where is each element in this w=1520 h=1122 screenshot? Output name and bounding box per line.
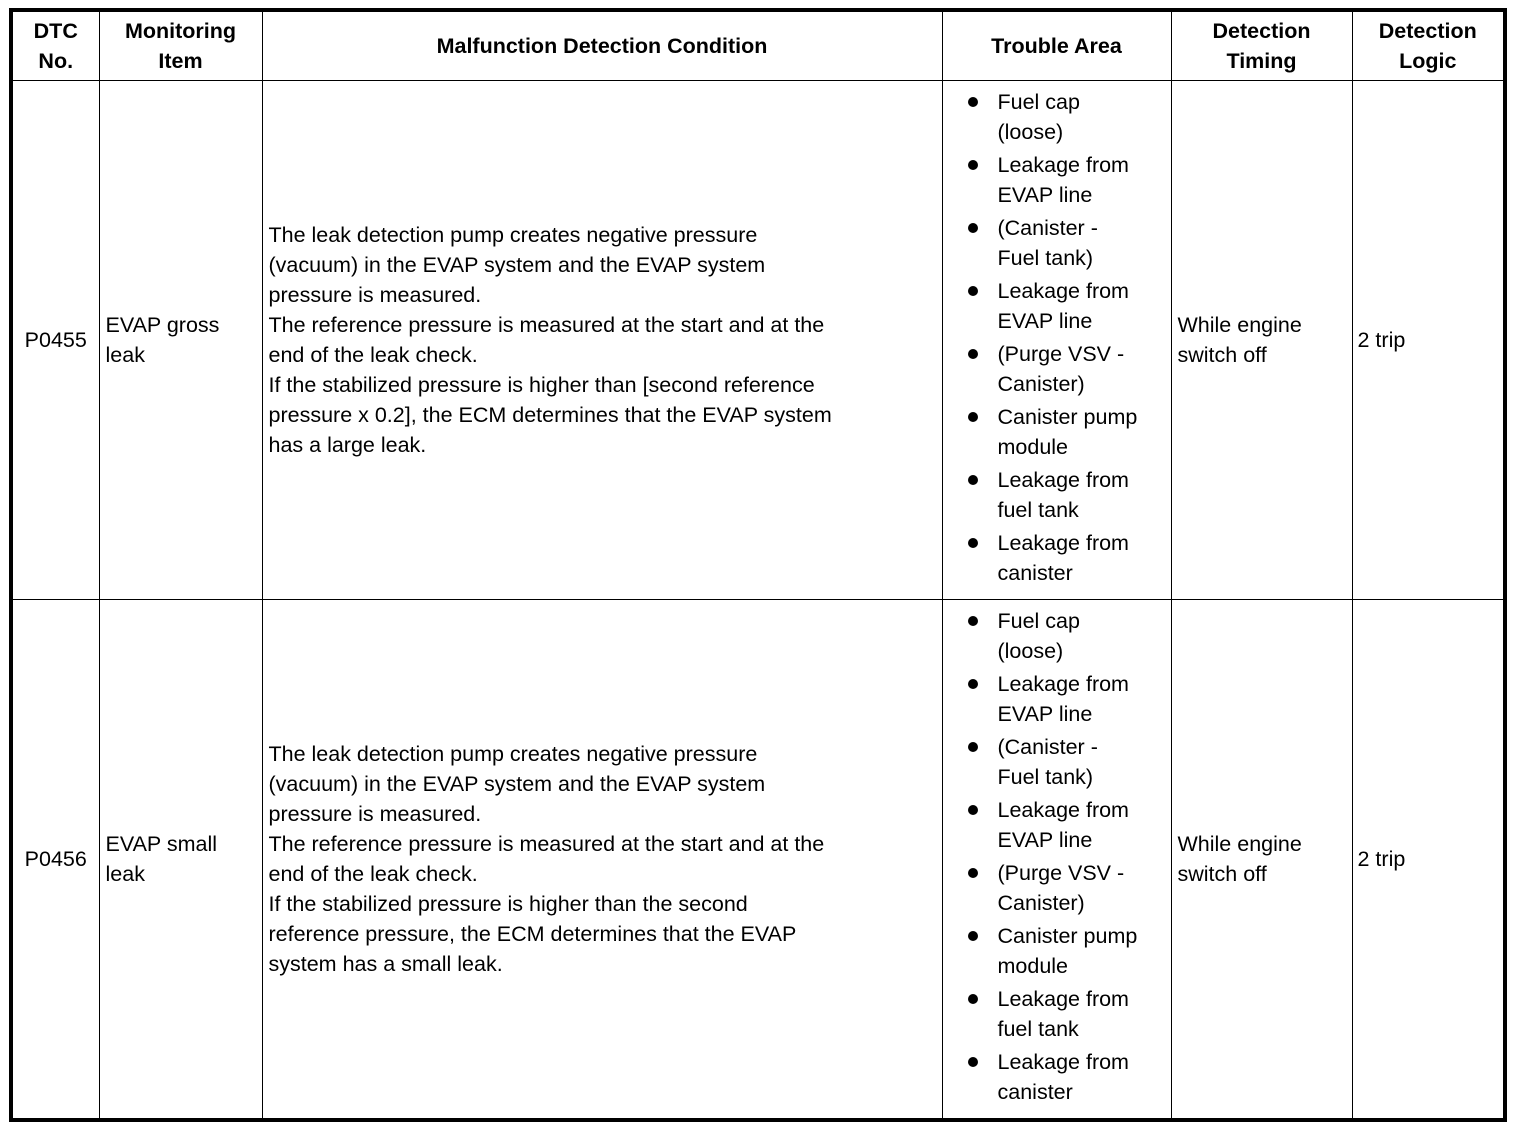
trouble-area-item (943, 669, 1167, 729)
trouble-area-cell (942, 80, 1171, 599)
trouble-area-text: EVAP line (997, 701, 1093, 726)
table-header (11, 10, 1505, 80)
trouble-area-text: (Canister - (997, 215, 1098, 240)
trouble-area-item (943, 465, 1167, 525)
trouble-area-text: EVAP line (997, 827, 1093, 852)
trouble-area-item (943, 984, 1167, 1044)
trouble-area-text: Canister pump (997, 404, 1138, 429)
trouble-area-item (943, 402, 1167, 462)
condition-line: The leak detection pump creates negative pressure (268, 222, 758, 247)
trouble-area-text: fuel tank (997, 497, 1079, 522)
trouble-area-text: Fuel tank) (997, 245, 1094, 270)
trouble-area-list (943, 87, 1167, 588)
trouble-area-cell (942, 599, 1171, 1120)
condition-line: pressure is measured. (268, 282, 482, 307)
detection-logic-cell: 2 trip (1352, 80, 1505, 599)
trouble-area-item (943, 276, 1167, 336)
header-trouble-area: Trouble Area (942, 10, 1171, 80)
dtc-number-cell: P0455 (11, 80, 99, 599)
monitoring-item-cell: EVAP gross leak (99, 80, 262, 599)
condition-line: (vacuum) in the EVAP system and the EVAP system (268, 771, 766, 796)
trouble-area-list (943, 606, 1167, 1107)
trouble-area-text: EVAP line (997, 308, 1093, 333)
header-detection-logic: Detection Logic (1352, 10, 1505, 80)
condition-line: The reference pressure is measured at the start and at the (268, 831, 825, 856)
condition-line: If the stabilized pressure is higher than [second reference (268, 372, 815, 397)
trouble-area-text: (Purge VSV - (997, 341, 1125, 366)
header-detection-timing: Detection Timing (1171, 10, 1352, 80)
trouble-area-text: Leakage from (997, 467, 1129, 492)
detection-timing-cell: While engine switch off (1171, 80, 1352, 599)
condition-line: system has a small leak. (268, 951, 503, 976)
header-monitoring-item: Monitoring Item (99, 10, 262, 80)
trouble-area-text: Leakage from (997, 1049, 1129, 1074)
trouble-area-text: module (997, 434, 1069, 459)
trouble-area-text: (Purge VSV - (997, 860, 1125, 885)
trouble-area-item (943, 87, 1167, 147)
trouble-area-item (943, 213, 1167, 273)
trouble-area-text: Leakage from (997, 986, 1129, 1011)
condition-line: has a large leak. (268, 432, 427, 457)
trouble-area-item (943, 795, 1167, 855)
header-condition: Malfunction Detection Condition (262, 10, 942, 80)
trouble-area-item (943, 1047, 1167, 1107)
trouble-area-text: fuel tank (997, 1016, 1079, 1041)
trouble-area-text: canister (997, 560, 1073, 585)
trouble-area-text: Fuel tank) (997, 764, 1094, 789)
header-dtc-no: DTC No. (11, 10, 99, 80)
condition-line: pressure x 0.2], the ECM determines that the EVAP system (268, 402, 832, 427)
condition-line: (vacuum) in the EVAP system and the EVAP system (268, 252, 766, 277)
trouble-area-item (943, 339, 1167, 399)
condition-line: pressure is measured. (268, 801, 482, 826)
trouble-area-item (943, 528, 1167, 588)
condition-line: The leak detection pump creates negative pressure (268, 741, 758, 766)
trouble-area-text: Leakage from (997, 671, 1129, 696)
table-body (11, 80, 1505, 1120)
trouble-area-item (943, 606, 1167, 666)
trouble-area-text: Fuel cap (997, 89, 1080, 114)
trouble-area-text: Canister) (997, 890, 1085, 915)
trouble-area-text: EVAP line (997, 182, 1093, 207)
trouble-area-text: module (997, 953, 1069, 978)
detection-timing-cell: While engine switch off (1171, 599, 1352, 1120)
trouble-area-text: Canister) (997, 371, 1085, 396)
condition-line: The reference pressure is measured at the start and at the (268, 312, 825, 337)
monitoring-item-cell: EVAP small leak (99, 599, 262, 1120)
table-row (11, 599, 1505, 1120)
trouble-area-item (943, 732, 1167, 792)
trouble-area-text: Leakage from (997, 152, 1129, 177)
trouble-area-item (943, 150, 1167, 210)
trouble-area-text: canister (997, 1079, 1073, 1104)
trouble-area-text: Fuel cap (997, 608, 1080, 633)
condition-line: end of the leak check. (268, 861, 478, 886)
detection-logic-cell: 2 trip (1352, 599, 1505, 1120)
trouble-area-text: (loose) (997, 119, 1064, 144)
condition-line: end of the leak check. (268, 342, 478, 367)
trouble-area-item (943, 921, 1167, 981)
trouble-area-text: Leakage from (997, 278, 1129, 303)
trouble-area-text: Canister pump (997, 923, 1138, 948)
dtc-table (9, 8, 1507, 1122)
trouble-area-text: (Canister - (997, 734, 1098, 759)
header-row (11, 10, 1505, 80)
condition-cell (262, 80, 942, 599)
dtc-number-cell: P0456 (11, 599, 99, 1120)
trouble-area-text: (loose) (997, 638, 1064, 663)
condition-line: reference pressure, the ECM determines that the EVAP (268, 921, 797, 946)
trouble-area-item (943, 858, 1167, 918)
trouble-area-text: Leakage from (997, 797, 1129, 822)
trouble-area-text: Leakage from (997, 530, 1129, 555)
table-row (11, 80, 1505, 599)
condition-line: If the stabilized pressure is higher than the second (268, 891, 748, 916)
condition-cell (262, 599, 942, 1120)
